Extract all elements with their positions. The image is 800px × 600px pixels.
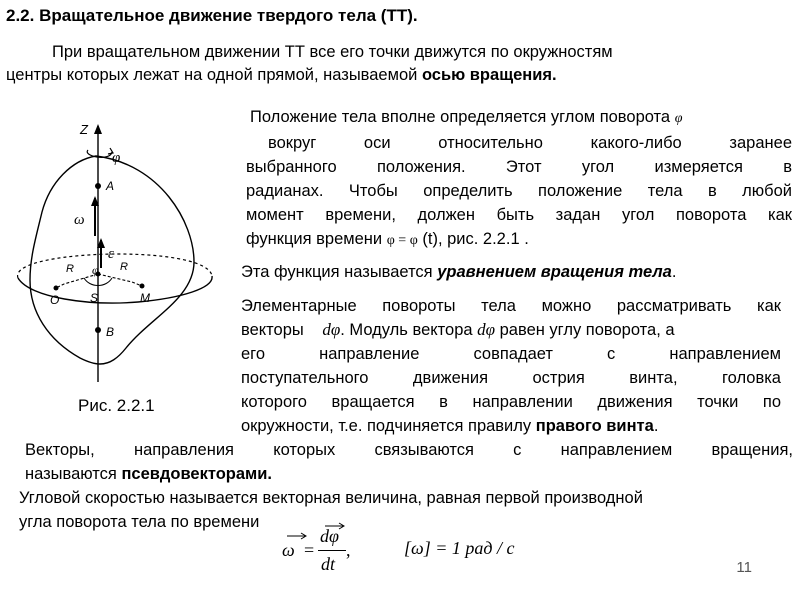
formula-numerator: dφ	[320, 526, 339, 546]
pseudovectors-paragraph	[25, 438, 793, 486]
formula-denominator: dt	[321, 554, 336, 574]
position-line-5: момент времени, должен быть задан угол поворота как	[246, 206, 792, 224]
angular-line-1: Угловой скоростью называется векторная величина, равная первой производной	[19, 489, 643, 507]
position-paragraph	[246, 105, 792, 253]
intro-line-2	[6, 63, 796, 87]
position-line-4: радианах. Чтобы определить положение тела в любой	[246, 182, 792, 200]
omega-vector-arrow-icon	[286, 532, 308, 540]
angular-velocity-units: [ω] = 1 рад / с	[404, 538, 515, 558]
label-a: A	[106, 179, 115, 193]
label-r-left: R	[66, 263, 74, 275]
axis-arrow-icon	[94, 124, 102, 134]
formula-omega: ω	[282, 540, 295, 560]
orbit-back	[18, 254, 212, 278]
label-phi-top: φ	[112, 150, 121, 166]
label-r-right: R	[120, 261, 128, 273]
pseudovectors-line-1: Векторы, направления которых связываются с направлением вращения,	[25, 441, 793, 459]
label-z: Z	[80, 122, 88, 137]
elementary-line-5: которого вращается в направлении движения точки по	[241, 393, 781, 411]
label-b: B	[106, 325, 115, 339]
position-line-1	[246, 105, 792, 131]
point-a	[95, 183, 101, 189]
rotation-figure	[0, 112, 240, 392]
elementary-line-2-suffix: равен углу поворота, а	[495, 321, 675, 339]
slide-title: 2.2. Вращательное движение твердого тела (ТТ).	[6, 6, 418, 25]
point-m	[140, 284, 145, 289]
elementary-paragraph	[241, 294, 781, 438]
label-epsilon: ε	[108, 246, 114, 262]
page-number: 11	[736, 559, 752, 576]
orbit-front	[18, 276, 212, 303]
elementary-line-6-text: окружности, т.е. подчиняется правилу	[241, 417, 536, 435]
elementary-line-2-text: векторы	[241, 321, 309, 339]
right-screw-term: правого винта	[535, 417, 654, 435]
point-b	[95, 327, 101, 333]
dphi-symbol-2: dφ	[477, 320, 496, 339]
position-line-3: выбранного положения. Этот угол измеряется в	[246, 158, 792, 176]
formula-comma: ,	[346, 540, 351, 560]
pseudovectors-term: псевдовекторами.	[121, 465, 272, 483]
equation-period: .	[671, 263, 677, 281]
label-s: S	[90, 291, 99, 305]
label-o: O	[50, 293, 60, 307]
axis-of-rotation-term: осью вращения.	[421, 66, 557, 84]
elementary-line-6	[241, 414, 781, 438]
dphi-symbol: dφ	[322, 320, 341, 339]
figure-caption: Рис. 2.2.1	[78, 396, 155, 415]
intro-line-1: При вращательном движении ТТ все его точки движутся по окружностям	[52, 43, 613, 61]
intro-paragraph	[6, 40, 796, 87]
angular-velocity-paragraph	[19, 486, 795, 534]
position-line-1-text: Положение тела вполне определяется углом поворота	[250, 108, 675, 126]
elementary-line-2	[241, 318, 781, 342]
phi-symbol: φ	[674, 111, 683, 126]
elementary-line-4: поступательного движения острия винта, головка	[241, 369, 781, 387]
elementary-line-6-suffix: .	[653, 417, 659, 435]
position-line-6	[246, 227, 792, 253]
point-o	[54, 286, 59, 291]
elementary-line-2-mid: . Модуль вектора	[340, 321, 478, 339]
pseudovectors-line-2-text: называются	[25, 465, 122, 483]
position-line-2: вокруг оси относительно какого-либо заранее	[268, 134, 792, 152]
equation-paragraph	[241, 260, 796, 284]
angular-velocity-formula	[280, 526, 380, 588]
equation-text: Эта функция называется	[241, 263, 438, 281]
elementary-line-3: его направление совпадает с направлением	[241, 345, 781, 363]
intro-line-2-text: центры которых лежат на одной прямой, называемой	[6, 66, 422, 84]
phi-function-math: φ = φ	[386, 233, 418, 248]
equation-term: уравнением вращения тела	[437, 263, 672, 281]
formula-equals: =	[304, 540, 315, 560]
pseudovectors-line-2	[25, 462, 793, 486]
angular-line-2: угла поворота тела по времени	[19, 513, 260, 531]
label-m: M	[140, 291, 150, 305]
formula-fraction-bar	[318, 550, 346, 551]
position-line-6-text: функция времени	[246, 230, 387, 248]
label-phi-angle: φ	[92, 263, 99, 277]
label-omega: ω	[74, 212, 85, 228]
elementary-line-1: Элементарные повороты тела можно рассматривать как	[241, 297, 781, 315]
position-line-6-suffix: (t), рис. 2.2.1 .	[417, 230, 529, 248]
